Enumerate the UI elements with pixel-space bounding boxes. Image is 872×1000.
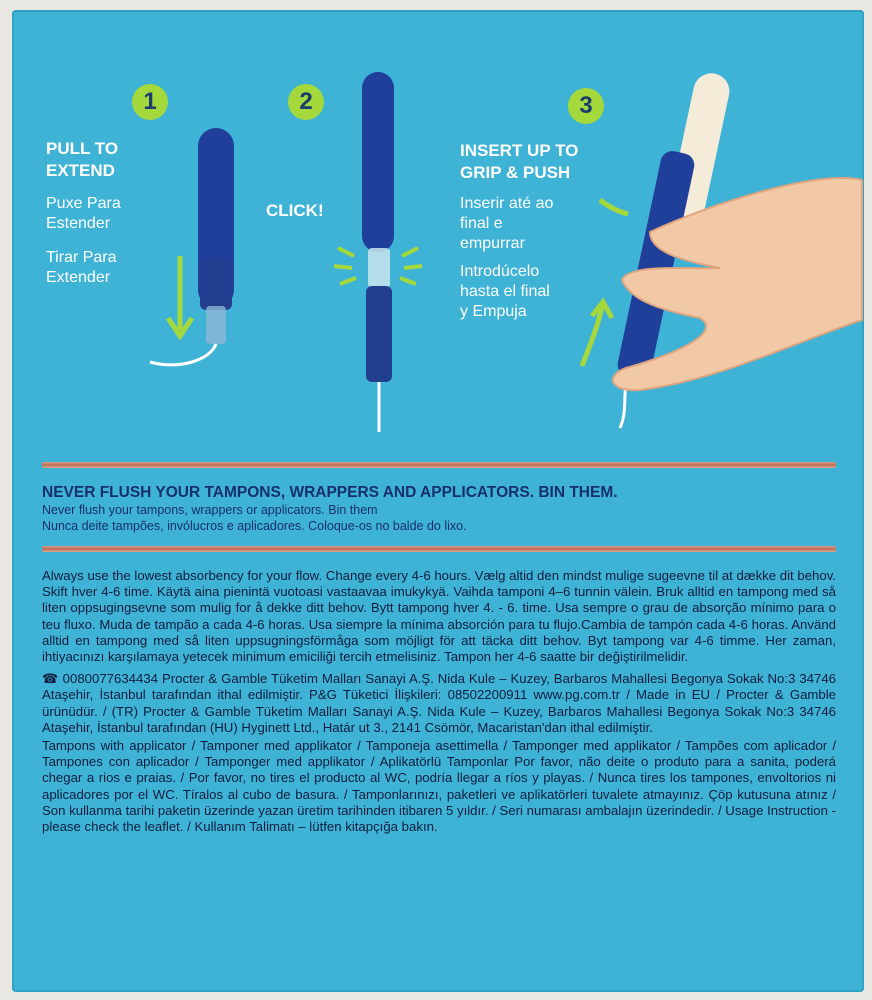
legal-text-block [42,568,836,835]
step-1-tampon-icon [150,128,234,365]
flush-warning-heading: NEVER FLUSH YOUR TAMPONS, WRAPPERS AND APPLICATORS. BIN THEM. [42,484,618,501]
step-2-tampon-icon [334,72,422,432]
absorbency-advice: Always use the lowest absorbency for your flow. Change every 4-6 hours. Vælg altid den mindst mulige sugeevne til at dække dit behov. Skift hver 4-6 time. Käytä aina pienintä vuotoasi vastaavaa imukykyä. Vaihda tamponi 4–6 tunnin välein. Bruk alltid en tampong med så liten oppsugingsevne som mulig for å dekke ditt behov. Bytt tampong hver 4. - 6. time. Usa sempre o grau de absorção mínimo para o teu fluxo. Muda de tampão a cada 4-6 horas. Usa siempre la mínima absorción para tu flujo.Cambia de tampón cada 4-6 horas. Använd alltid en tampong med så liten uppsugningsförmåga som möjligt för att täcka ditt behov. Byt tampong var 4-6 timme. Her zaman, ihtiyacınızı karşılamaya yetecek minimum emiciliği tercih etmelisiniz. Tampon her 4-6 saatte bir değiştirilmelidir. [42,568,836,665]
step-1-text-pt: Puxe Para Estender [46,195,121,232]
step-2-badge: 2 [288,84,324,120]
top-divider [42,462,836,468]
step-3-text-es: Introdúcelo hasta el final y Empuja [460,263,550,320]
step-1-text-es: Tirar Para Extender [46,249,117,286]
tampon-illustrations [0,0,872,460]
step-2-heading: CLICK! [266,201,324,220]
step-3-heading: INSERT UP TO GRIP & PUSH [460,141,579,182]
step-3-hand-icon [582,70,862,428]
step-1-badge: 1 [132,84,168,120]
step-3-badge: 3 [568,88,604,124]
step-3-text-pt: Inserir até ao final e empurrar [460,195,554,252]
step-1-heading: PULL TO EXTEND [46,139,119,180]
product-disposal-info: Tampons with applicator / Tamponer med applikator / Tamponeja asettimella / Tamponger med applikator / Tampões com aplicador / Tampones con aplicador / Tamponger med applikator / Aplikatörlü Tamponlar Por favor, não deite o produto para a sanita, poderá chegar a rios e praias. / Por favor, no tires el producto al WC, podría llegar a ríos y playas. / Nunca tires los tampones, envoltorios ni aplicadores por el WC. Tíralos al cubo de basura. / Tamponlarınızı, paketleri ve aplikatörleri tuvalete atmayınız. Çöp kutusuna atınız / Son kullanma tarihi paketin üzerinde yazan üretim tarihinden itibaren 5 yıldır. / Seri numarası ambalajın üzerindedir. / Usage Instruction - please check the leaflet. / Kullanım Talimatı – lütfen kitapçığa bakın. [42,738,836,835]
importer-info: ☎ 0080077634434 Procter & Gamble Tüketim Malları Sanayi A.Ş. Nida Kule – Kuzey, Barbaros Mahallesi Begonya Sokak No:3 34746 Ataşehir, İstanbul tarafından ithal edilmiştir. P&G Tüketici İlişkileri: 08502200911 www.pg.com.tr / Made in EU / Procter & Gamble ürünüdür. / (TR) Procter & Gamble Tüketim Malları Sanayi A.Ş. Nida Kule – Kuzey, Barbaros Mahallesi Begonya Sokak No:3 34746 Ataşehir, İstanbul tarafından (HU) Hyginett Ltd., Határ ut 3., 2141 Csömör, Macaristan'dan ithal edilmiştir. [42,671,836,735]
flush-warning-pt: Nunca deite tampões, invólucros e aplicadores. Coloque-os no balde do lixo. [42,519,467,533]
bottom-divider [42,546,836,552]
flush-warning-en: Never flush your tampons, wrappers or applicators. Bin them [42,503,378,517]
